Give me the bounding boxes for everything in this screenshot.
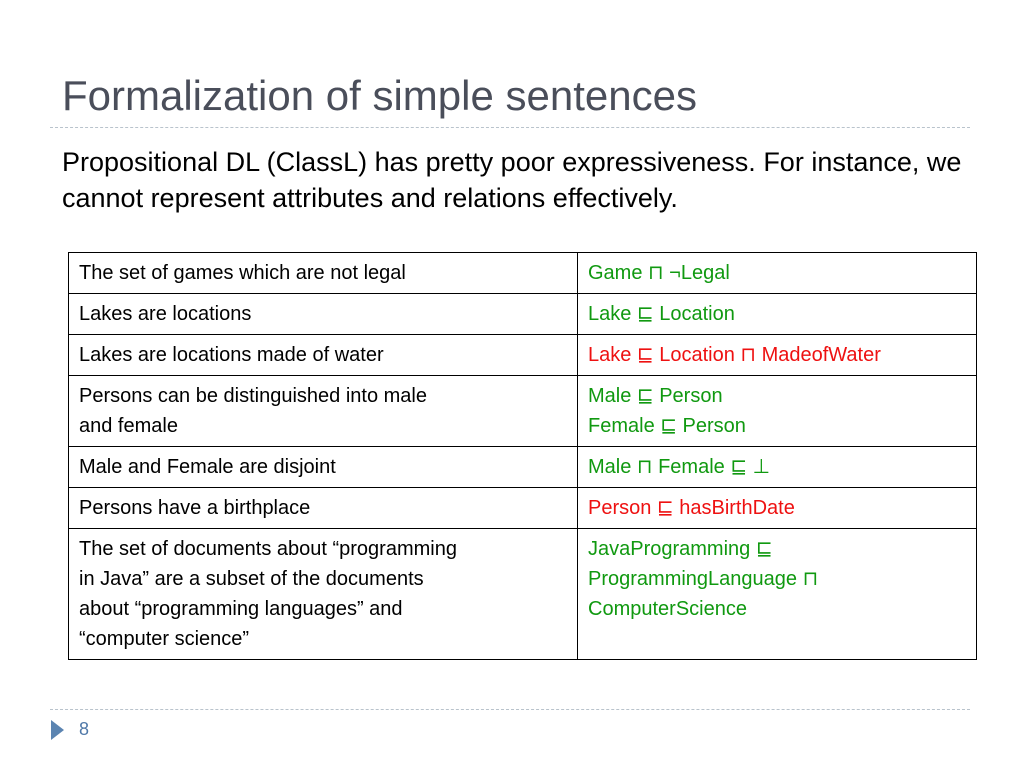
formula-line: Male ⊓ Female ⊑ ⊥	[588, 456, 771, 478]
sentence-line: about “programming languages” and	[79, 598, 403, 620]
sentence-cell	[69, 294, 578, 335]
table-row	[69, 376, 977, 447]
formula-line: Female ⊑ Person	[588, 415, 746, 437]
formula-cell	[578, 447, 977, 488]
sentence-cell	[69, 335, 578, 376]
sentence-cell	[69, 529, 578, 660]
sentence-cell	[69, 488, 578, 529]
formula-cell	[578, 529, 977, 660]
sentence-line: and female	[79, 415, 178, 437]
formula-line: ProgrammingLanguage ⊓	[588, 568, 819, 590]
formula-cell	[578, 253, 977, 294]
formula-cell	[578, 488, 977, 529]
sentence-line: Persons have a birthplace	[79, 497, 311, 519]
formula-line: ComputerScience	[588, 598, 747, 620]
formula-cell	[578, 376, 977, 447]
formula-line: Game ⊓ ¬Legal	[588, 262, 730, 284]
formula-line: Male ⊑ Person	[588, 385, 723, 407]
table-body	[69, 253, 977, 660]
footer-divider	[50, 709, 970, 710]
sentence-line: Lakes are locations made of water	[79, 344, 384, 366]
formula-cell	[578, 294, 977, 335]
title-divider	[50, 127, 970, 128]
table-row	[69, 253, 977, 294]
sentence-line: The set of documents about “programming	[79, 538, 457, 560]
formula-line: Lake ⊑ Location ⊓ MadeofWater	[588, 344, 881, 366]
sentence-line: The set of games which are not legal	[79, 262, 406, 284]
table-row	[69, 488, 977, 529]
formula-line: JavaProgramming ⊑	[588, 538, 773, 560]
sentence-line: “computer science”	[79, 628, 250, 650]
sentence-cell	[69, 376, 578, 447]
sentence-line: Lakes are locations	[79, 303, 252, 325]
intro-paragraph: Propositional DL (ClassL) has pretty poor expressiveness. For instance, we cannot represent attributes and relations effectively.	[62, 147, 962, 213]
formula-line: Person ⊑ hasBirthDate	[588, 497, 795, 519]
slide-title: Formalization of simple sentences	[62, 72, 697, 119]
sentence-line: Male and Female are disjoint	[79, 456, 336, 478]
sentence-cell	[69, 447, 578, 488]
triangle-right-icon	[51, 720, 64, 740]
page-number: 8	[79, 719, 90, 739]
table-row	[69, 335, 977, 376]
formula-line: Lake ⊑ Location	[588, 303, 735, 325]
sentence-cell	[69, 253, 578, 294]
table-row	[69, 529, 977, 660]
sentence-line: in Java” are a subset of the documents	[79, 568, 424, 590]
formula-cell	[578, 335, 977, 376]
sentence-line: Persons can be distinguished into male	[79, 385, 427, 407]
table-row	[69, 447, 977, 488]
table-row	[69, 294, 977, 335]
sentence-formalization-table	[68, 252, 977, 660]
